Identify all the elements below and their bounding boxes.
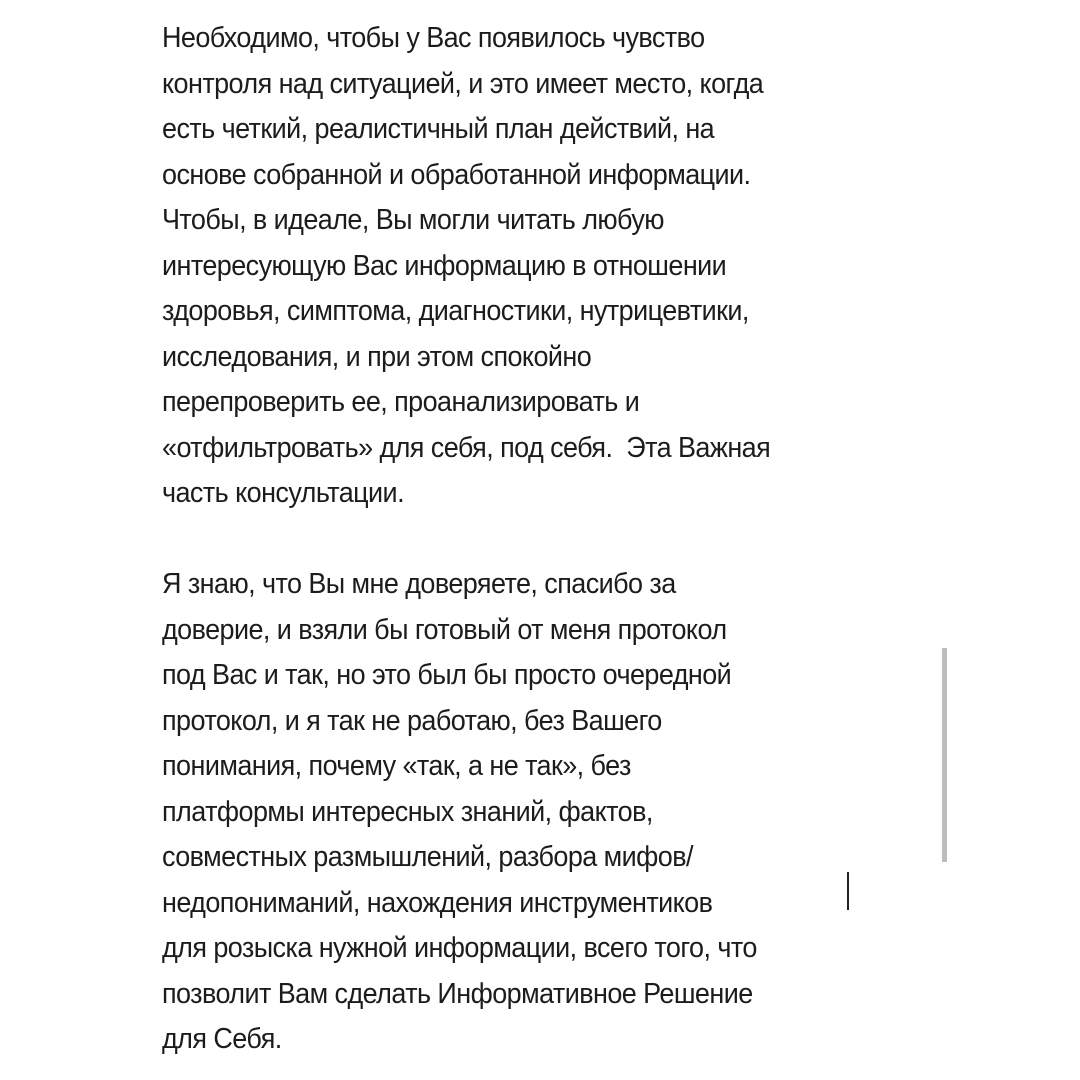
text-line: есть четкий, реалистичный план действий, на <box>162 113 715 145</box>
text-line: часть консультации. <box>162 477 405 509</box>
text-line: «отфильтровать» для себя, под себя. Эта Важная <box>162 431 771 464</box>
text-line: контроля над ситуацией, и это имеет место, когда <box>162 67 764 100</box>
scrollbar-thumb[interactable] <box>942 648 947 862</box>
text-editor[interactable] <box>162 16 942 1063</box>
text-line: Необходимо, чтобы у Вас появилось чувство <box>162 22 705 54</box>
text-line: доверие, и взяли бы готовый от меня протокол <box>162 613 727 646</box>
text-line: понимания, почему «так, а не так», без <box>162 750 631 782</box>
text-line: основе собранной и обработанной информации. <box>162 158 751 191</box>
text-cursor <box>847 872 849 910</box>
text-line: протокол, и я так не работаю, без Вашего <box>162 704 662 737</box>
text-line: Чтобы, в идеале, Вы могли читать любую <box>162 204 664 236</box>
text-line: перепроверить ее, проанализировать и <box>162 386 640 418</box>
text-line: интересующую Вас информацию в отношении <box>162 249 727 282</box>
paragraph-2 <box>162 562 942 1063</box>
text-line: для Себя. <box>162 1023 282 1055</box>
text-line: Я знаю, что Вы мне доверяете, спасибо за <box>162 568 676 600</box>
text-line: платформы интересных знаний, фактов, <box>162 795 653 828</box>
text-line: недопониманий, нахождения инструментиков <box>162 886 713 919</box>
paragraph-1 <box>162 16 942 517</box>
text-line: исследования, и при этом спокойно <box>162 340 592 373</box>
text-line: совместных размышлений, разбора мифов/ <box>162 841 693 873</box>
text-line: под Вас и так, но это был бы просто очередной <box>162 659 732 691</box>
text-line: здоровья, симптома, диагностики, нутрицевтики, <box>162 295 749 327</box>
text-line: для розыска нужной информации, всего того, что <box>162 932 757 964</box>
text-line: позволит Вам сделать Информативное Решение <box>162 977 753 1010</box>
paragraph-spacer <box>162 517 942 563</box>
